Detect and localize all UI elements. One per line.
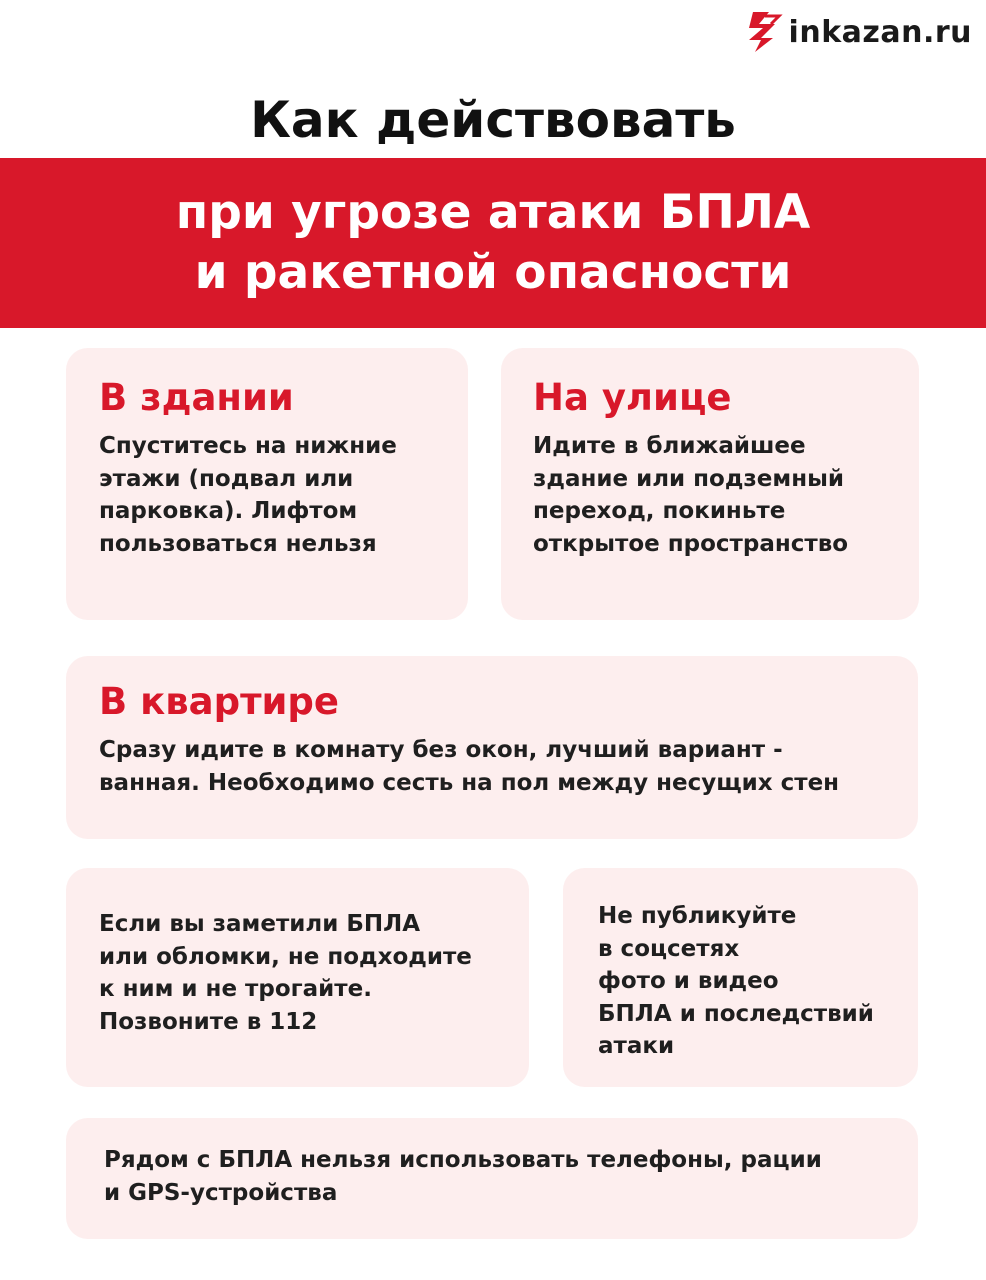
card-heading: В квартире — [99, 680, 340, 723]
card-heading: В здании — [99, 376, 294, 419]
text-line: Не публикуйте — [598, 903, 797, 929]
text-line: открытое пространство — [533, 530, 849, 557]
text-line: к ним и не трогайте. — [99, 976, 372, 1002]
inkazan-logo-icon — [747, 10, 783, 54]
text-line: и GPS-устройства — [104, 1179, 338, 1206]
text-line: этажи (подвал или — [99, 465, 354, 492]
card-in-apartment — [66, 656, 918, 839]
card-on-street — [501, 348, 919, 620]
text-line: Если вы заметили БПЛА — [99, 911, 421, 937]
text-line: Рядом с БПЛА нельзя использовать телефоны, рации — [104, 1147, 822, 1173]
text-line: пользоваться нельзя — [99, 530, 377, 557]
card-text — [533, 430, 899, 560]
card-text — [99, 908, 515, 1038]
card-social-media — [563, 868, 918, 1087]
text-line: или обломки, не подходите — [99, 943, 472, 970]
page-title: Как действовать — [250, 91, 736, 149]
text-line: переход, покиньте — [533, 498, 786, 524]
banner-title-line-1: при угрозе атаки БПЛА — [175, 185, 811, 240]
text-line: ванная. Необходимо сесть на пол между несущих стен — [99, 769, 840, 796]
text-line: Позвоните в 112 — [99, 1008, 318, 1035]
text-line: здание или подземный — [533, 465, 844, 492]
card-text — [598, 900, 906, 1063]
text-line: атаки — [598, 1033, 675, 1059]
text-line: Сразу идите в комнату без окон, лучший вариант - — [99, 737, 783, 763]
text-line: в соцсетях — [598, 935, 740, 962]
brand-name: inkazan.ru — [788, 14, 972, 50]
card-gps-devices — [66, 1118, 918, 1239]
card-text — [99, 734, 908, 799]
card-in-building — [66, 348, 468, 620]
text-line: Спуститесь на нижние — [99, 433, 397, 459]
text-line: фото и видео — [598, 968, 779, 994]
card-text — [104, 1144, 904, 1209]
card-drone-debris — [66, 868, 529, 1087]
card-text — [99, 430, 448, 560]
title-banner — [0, 158, 986, 328]
card-heading: На улице — [533, 376, 732, 419]
text-line: Идите в ближайшее — [533, 433, 806, 459]
brand-logo — [747, 10, 972, 54]
banner-title-line-2: и ракетной опасности — [194, 245, 792, 300]
text-line: БПЛА и последствий — [598, 1000, 874, 1027]
text-line: парковка). Лифтом — [99, 498, 358, 524]
